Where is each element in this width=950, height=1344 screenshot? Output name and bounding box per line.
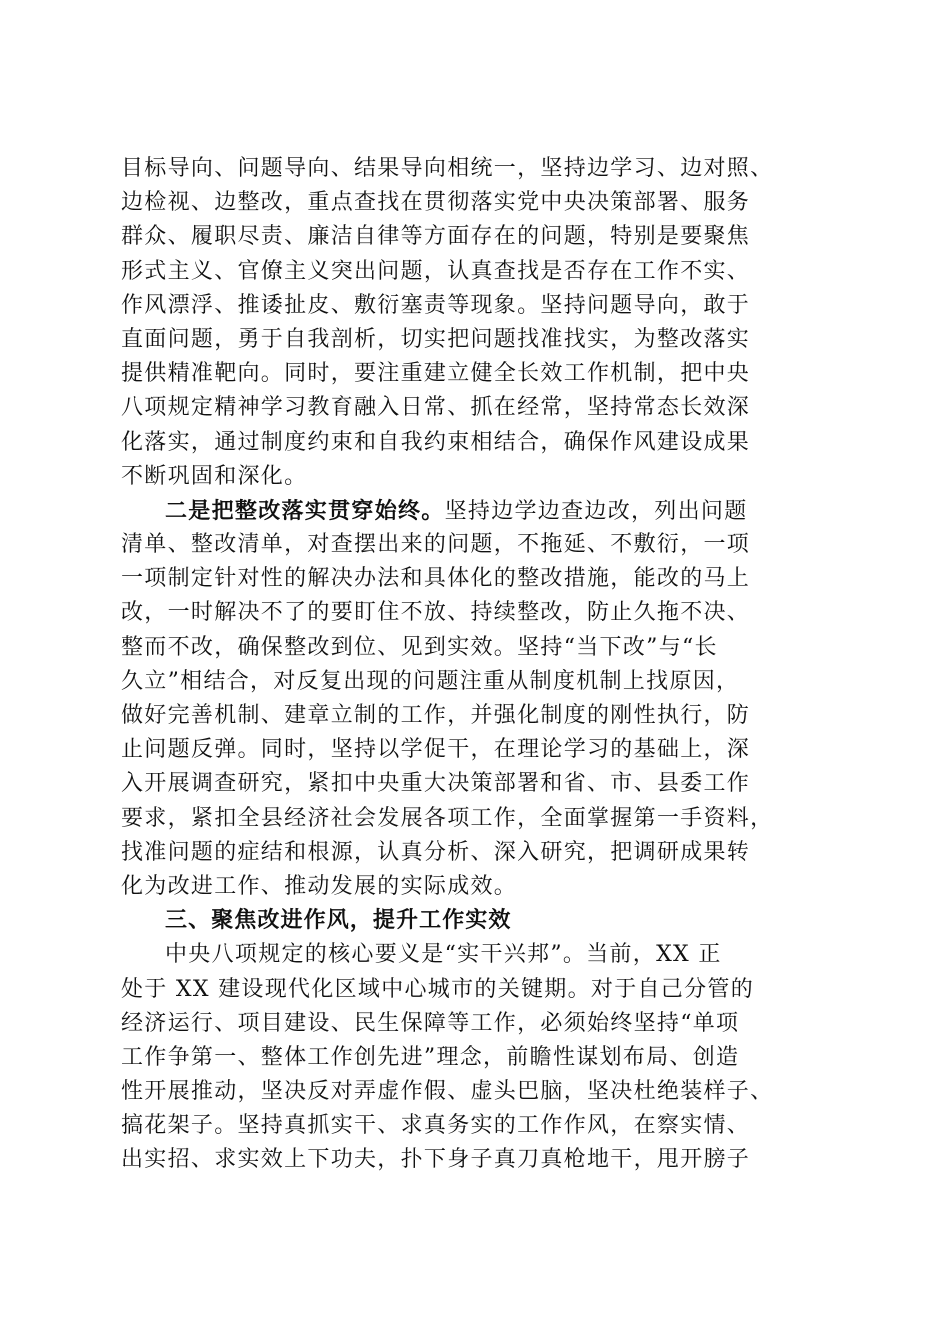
body-line: 出实招、求实效上下功夫，扑下身子真刀真枪地干，甩开膀子 (121, 1147, 751, 1173)
document-body (121, 152, 836, 1178)
section-heading: 三、聚焦改进作风，提升工作实效 (165, 908, 512, 934)
body-line: 经济运行、项目建设、民生保障等工作，必须始终坚持“单项 (121, 1010, 740, 1036)
body-line: 止问题反弹。同时，坚持以学促干，在理论学习的基础上，深 (121, 737, 751, 763)
body-line: 一项制定针对性的解决办法和具体化的整改措施，能改的马上 (121, 566, 751, 592)
body-line: 工作争第一、整体工作创先进”理念，前瞻性谋划布局、创造 (121, 1044, 740, 1070)
body-line: 目标导向、问题导向、结果导向相统一，坚持边学习、边对照、 (121, 156, 774, 181)
body-line: 提供精准靶向。同时，要注重建立健全长效工作机制，把中央 (121, 361, 751, 387)
body-line: 不断巩固和深化。 (121, 463, 308, 489)
body-line: 群众、履职尽责、廉洁自律等方面存在的问题，特别是要聚焦 (121, 224, 751, 250)
body-line: 处于 XX 建设现代化区域中心城市的关键期。对于自己分管的 (121, 976, 755, 1002)
body-line: 化落实，通过制度约束和自我约束相结合，确保作风建设成果 (121, 429, 751, 455)
body-line: 改，一时解决不了的要盯住不放、持续整改，防止久拖不决、 (121, 600, 751, 626)
paragraph-2-lead: 二是把整改落实贯穿始终。 (165, 497, 445, 524)
body-line: 边检视、边整改，重点查找在贯彻落实党中央决策部署、服务 (121, 190, 751, 216)
body-line: 化为改进工作、推动发展的实际成效。 (121, 873, 518, 899)
body-line: 八项规定精神学习教育融入日常、抓在经常，坚持常态长效深 (121, 395, 751, 421)
body-line: 搞花架子。坚持真抓实干、求真务实的工作作风，在察实情、 (121, 1113, 751, 1139)
body-line: 清单、整改清单，对查摆出来的问题，不拖延、不敷衍，一项 (121, 532, 751, 558)
body-line: 找准问题的症结和根源，认真分析、深入研究，把调研成果转 (121, 839, 751, 865)
body-line: 作风漂浮、推诿扯皮、敷衍塞责等现象。坚持问题导向，敢于 (121, 292, 751, 318)
body-line: 做好完善机制、建章立制的工作，并强化制度的刚性执行，防 (121, 703, 751, 728)
paragraph-3-first-line: 中央八项规定的核心要义是“实干兴邦”。当前，XX 正 (165, 942, 722, 968)
body-line: 入开展调查研究，紧扣中央重大决策部署和省、市、县委工作 (121, 771, 751, 797)
body-line: 性开展推动，坚决反对弄虚作假、虚头巴脑，坚决杜绝装样子、 (121, 1079, 774, 1105)
paragraph-2-first-line (121, 494, 836, 528)
body-line: 整而不改，确保整改到位、见到实效。坚持“当下改”与“长 (121, 634, 718, 660)
body-line: 久立”相结合，对反复出现的问题注重从制度机制上找原因， (121, 668, 740, 694)
body-line: 形式主义、官僚主义突出问题，认真查找是否存在工作不实、 (121, 258, 751, 284)
paragraph-2-first-rest: 坚持边学边查边改，列出问题 (444, 498, 748, 524)
body-line: 要求，紧扣全县经济社会发展各项工作，全面掌握第一手资料， (121, 805, 774, 831)
body-line: 直面问题，勇于自我剖析，切实把问题找准找实，为整改落实 (121, 326, 751, 352)
